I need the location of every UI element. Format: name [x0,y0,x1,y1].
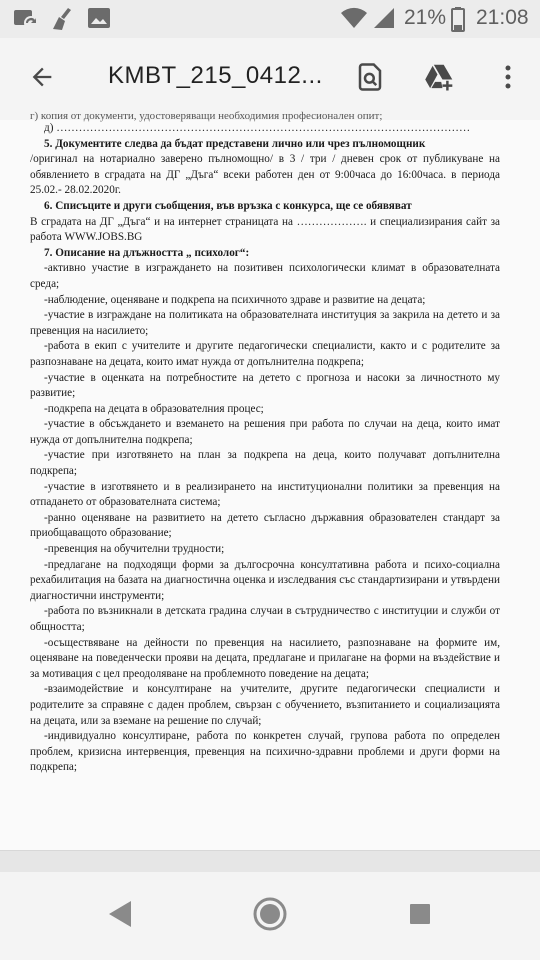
document-paragraph: -работа по възникнали в детската градина случаи в сътрудничество с институции и служби от общността; [30,605,500,633]
document-paragraph: -участие в изготвянето и в реализирането на институционални политики за превенция на отпадането от образователната система; [30,480,500,509]
document-paragraph: -участие в оценката на потребностите на детето с прогноза и насоки за личностното му развитие; [30,371,500,400]
document-paragraph: /оригинал на нотариално заверено пълномощно/ в 3 / три / дневен срок от публикуване на обявлението в сградата на ДГ „Дъга“ всеки работен ден от 9:00часа до 16:00часа. в периода 25.02.- 28.02.2020г. [30,153,500,197]
battery-icon [451,6,465,37]
document-paragraph: -предлагане на подходящи форми за дългосрочна консултативна работа и психо-социална рехабилитация на базата на диагностична оценка и изследвания със стандартизирани и утвърдени диагностични инструменти; [30,558,500,602]
broom-icon [48,5,76,38]
wifi-icon [340,6,368,35]
document-viewer[interactable] [0,110,540,850]
arrow-back-icon [28,63,56,96]
document-line-cut: г) копия от документи, удостоверяващи необходимия професионален опит; [30,110,383,122]
document-paragraph: 7. Описание на длъжността „ психолог“: [44,246,250,259]
document-bottom-edge [0,850,540,873]
document-paragraph: -участие в обсъждането и вземането на решения при работа по случаи на деца, които имат нужда от допълнителна подкрепа; [30,418,500,446]
nav-recents-icon [408,902,432,931]
nav-recents-button[interactable] [400,896,440,936]
more-options-button[interactable] [484,55,532,103]
app-bar [0,38,540,120]
navigation-bar [0,872,540,960]
document-paragraph: -активно участие в изграждането на позитивен психологически климат в образователната среда; [30,262,500,290]
image-sync-icon [12,5,40,38]
document-paragraph: 5. Документите следва да бъдат представени лично или чрез пълномощник [44,137,426,150]
document-paragraph: -участие при изготвянето на план за подкрепа на деца, които получават допълнителна подкрепа; [30,449,500,478]
document-page [30,110,500,776]
document-paragraph: -работа в екип с учителите и другите педагогически специалисти, както и с родителите за разпознаване на децата, които имат нужда от допълнителна подкрепа; [30,340,500,368]
gallery-icon [86,5,112,36]
document-paragraph: -индивидуално консултиране, работа по конкретен случай, групова работа по определен проблем, кризисна интервенция, превенция на психично-здравни проблеми и други форми на подкрепа; [30,730,500,774]
document-paragraph: В сградата на ДГ „Дъга“ и на интернет страницата на ………………. и специализирания сайт за работа WWW.JOBS.BG [30,215,500,244]
document-paragraph: -наблюдение, оценяване и подкрепа на психичното здраве и развитие на децата; [44,293,426,306]
more-vert-icon [504,64,512,95]
document-paragraph: -взаимодействие и консултиране на учителите, другите педагогически специалисти и родителите за справяне с даден проблем, свързан с обучението, възпитанието и социализацията на децата, или за вземане на решение по случай; [30,683,500,727]
document-paragraph: -осъществяване на дейности по превенция на насилието, разпознаване на формите им, оценяване на поведенчески прояви на децата, предлагане и прилагане на форми на въздействие и за мотивация с цел преодоляване на проблемното поведение на децата; [30,636,500,680]
document-paragraph: -превенция на обучителни трудности; [44,543,225,556]
document-title: KMBT_215_0412... [108,62,323,89]
document-paragraph: -ранно оценяване на развитието на детето съгласно държавния образователен стандарт за приобщаващото образование; [30,511,500,540]
status-bar [0,0,540,38]
back-button[interactable] [18,55,66,103]
nav-home-button[interactable] [250,896,290,936]
search-in-document-button[interactable] [346,55,394,103]
clock: 21:08 [476,6,529,29]
nav-back-icon [107,899,133,934]
document-paragraph: 6. Списъците и други съобщения, във връзка с конкурса, ще се обявяват [44,199,412,212]
nav-home-icon [252,896,288,937]
add-to-drive-icon [424,62,456,97]
document-search-icon [355,62,385,97]
nav-back-button[interactable] [100,896,140,936]
document-paragraph: -участие в изграждане на политиката на образователната институция за закрила на детето и за превенция на насилието; [30,309,500,337]
battery-percent: 21% [404,6,447,29]
add-to-drive-button[interactable] [416,55,464,103]
document-paragraph: -подкрепа на децата в образователния процес; [44,402,264,415]
document-paragraph: д) ………………………………………………………………………………………………… [44,122,471,134]
signal-icon [372,6,396,35]
